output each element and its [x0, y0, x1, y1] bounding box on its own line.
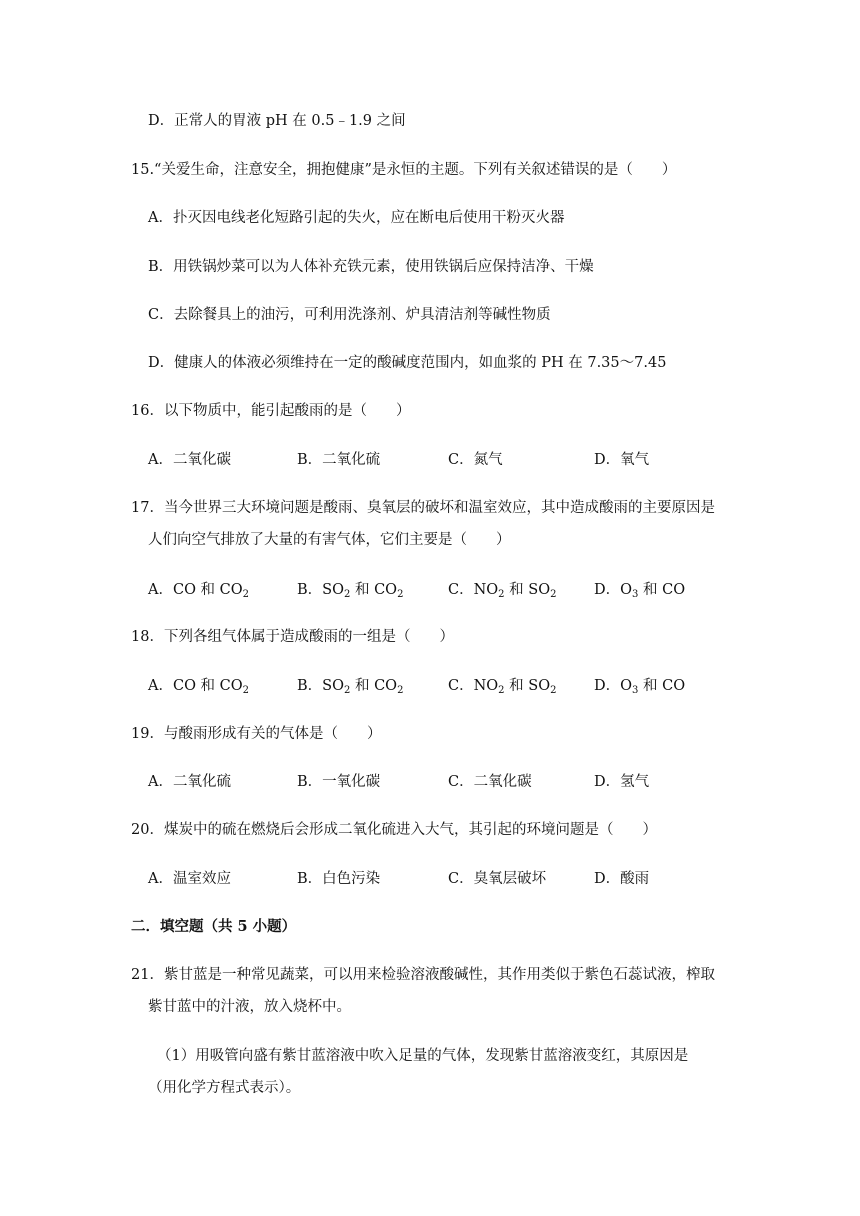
q16-option-a: A．二氧化碳: [148, 452, 231, 468]
q19-option-c: C．二氧化碳: [448, 774, 532, 790]
q18-option-b: B．$SO_2$ 和 $CO_2$: [297, 678, 404, 696]
q18-option-c: C．$NO_2$ 和 $SO_2$: [448, 678, 557, 696]
q15-option-a: A．扑灭因电线老化短路引起的失火，应在断电后使用干粉灭火器: [148, 210, 565, 226]
q17-stem-line2: 人们向空气排放了大量的有害气体，它们主要是（ ）: [148, 532, 511, 548]
q17-option-b: B．$SO_2$ 和 $CO_2$: [297, 582, 404, 600]
q19-stem: 19．与酸雨形成有关的气体是（ ）: [131, 726, 382, 742]
q18-option-d: D．$O_3$ 和 CO: [594, 678, 686, 696]
q17-option-a: A．CO 和 $CO_2$: [148, 582, 250, 600]
q17-stem-line1: 17．当今世界三大环境问题是酸雨、臭氧层的破坏和温室效应，其中造成酸雨的主要原因是: [131, 500, 715, 516]
q14-option-d: D．正常人的胃液 pH 在 0.5﹣1.9 之间: [148, 113, 406, 129]
q21-stem-line1: 21．紫甘蓝是一种常见蔬菜，可以用来检验溶液酸碱性，其作用类似于紫色石蕊试液，榨取: [131, 967, 715, 983]
q17-option-d: D．$O_3$ 和 CO: [594, 582, 686, 600]
q19-option-b: B．一氧化碳: [297, 774, 381, 790]
section-title: 二．填空题（共 5 小题）: [131, 918, 297, 935]
q16-option-c: C．氮气: [448, 452, 503, 468]
q20-option-d: D．酸雨: [594, 871, 650, 887]
q18-option-a: A．CO 和 $CO_2$: [148, 678, 250, 696]
q15-option-d: D．健康人的体液必须维持在一定的酸碱度范围内，如血浆的 PH 在 7.35～7.45: [148, 355, 667, 371]
q20-option-c: C．臭氧层破坏: [448, 871, 547, 887]
q17-option-c: C．$NO_2$ 和 $SO_2$: [448, 582, 557, 600]
q16-option-d: D．氧气: [594, 452, 650, 468]
q20-option-b: B．白色污染: [297, 871, 381, 887]
q21-sub1-line2: （用化学方程式表示）。: [148, 1080, 301, 1096]
q15-option-c: C．去除餐具上的油污，可利用洗涤剂、炉具清洁剂等碱性物质: [148, 307, 551, 323]
q18-stem: 18．下列各组气体属于造成酸雨的一组是（ ）: [131, 629, 454, 645]
q21-stem-line2: 紫甘蓝中的汁液，放入烧杯中。: [148, 999, 351, 1015]
q20-stem: 20．煤炭中的硫在燃烧后会形成二氧化硫进入大气，其引起的环境问题是（ ）: [131, 822, 657, 838]
q20-option-a: A．温室效应: [148, 871, 231, 887]
q16-option-b: B．二氧化硫: [297, 452, 381, 468]
q16-stem: 16．以下物质中，能引起酸雨的是（ ）: [131, 403, 411, 419]
q19-option-a: A．二氧化硫: [148, 774, 231, 790]
q19-option-d: D．氢气: [594, 774, 650, 790]
q15-stem: 15.“关爱生命，注意安全，拥抱健康”是永恒的主题。下列有关叙述错误的是（ ）: [131, 162, 677, 178]
q15-option-b: B．用铁锅炒菜可以为人体补充铁元素，使用铁锅后应保持洁净、干燥: [148, 259, 594, 275]
q21-sub1-line1: （1）用吸管向盛有紫甘蓝溶液中吹入足量的气体，发现紫甘蓝溶液变红，其原因是: [157, 1048, 689, 1064]
